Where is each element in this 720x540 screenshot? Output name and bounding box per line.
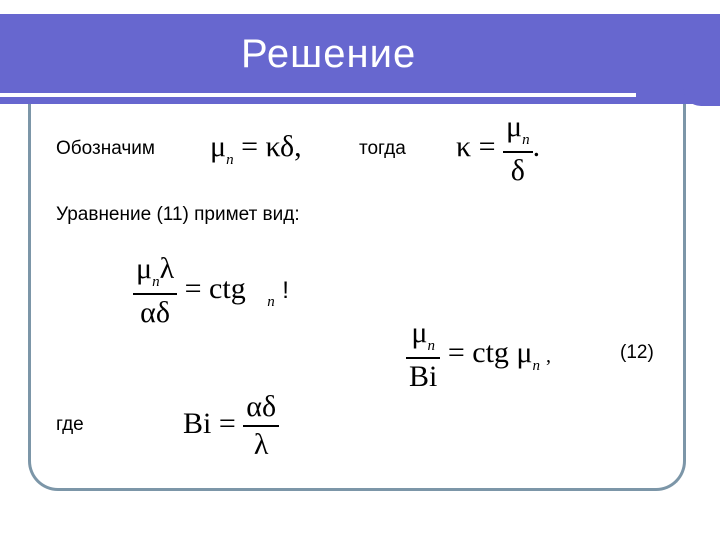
numerator bbox=[133, 254, 177, 295]
title-underline bbox=[0, 93, 636, 97]
then-label: тогда bbox=[359, 138, 406, 159]
subscript-n: n bbox=[522, 132, 530, 148]
where-label: где bbox=[56, 414, 84, 435]
formula-mu-n-kappa-delta bbox=[210, 132, 302, 168]
subscript-n: n bbox=[427, 338, 435, 354]
denominator: αδ bbox=[140, 296, 170, 329]
title-bar-corner bbox=[683, 14, 720, 106]
equals-ctg: = ctg bbox=[184, 271, 246, 305]
kappa-equals: κ = bbox=[456, 129, 496, 163]
equals-ctg-mu: = ctg μ bbox=[447, 335, 533, 369]
slide-title: Решение bbox=[241, 32, 417, 76]
kappa-delta-term: = κδ, bbox=[241, 130, 302, 163]
formula-kappa bbox=[456, 112, 540, 186]
subscript-n: n bbox=[152, 274, 160, 290]
denominator: λ bbox=[253, 428, 269, 461]
period: . bbox=[532, 129, 541, 163]
formula-ctg bbox=[133, 254, 289, 328]
lambda-symbol: λ bbox=[159, 252, 175, 285]
denominator: δ bbox=[510, 154, 525, 187]
fraction-alpha-delta-over-lambda bbox=[243, 392, 279, 460]
bi-equals: Bi = bbox=[183, 406, 236, 440]
denominator: Bi bbox=[409, 360, 438, 393]
denote-label: Обозначим bbox=[56, 138, 155, 159]
numerator bbox=[406, 318, 440, 359]
mu-symbol: μ bbox=[210, 130, 227, 163]
cursor-mark: ! bbox=[282, 276, 289, 304]
numerator bbox=[503, 112, 533, 153]
numerator: αδ bbox=[243, 392, 279, 427]
equation-number: (12) bbox=[620, 342, 654, 363]
mu-symbol: μ bbox=[411, 316, 428, 349]
subscript-n: n bbox=[267, 293, 275, 310]
formula-bi-ctg bbox=[406, 318, 551, 392]
subscript-n: n bbox=[532, 357, 541, 374]
mu-symbol: μ bbox=[136, 252, 153, 285]
comma: , bbox=[546, 344, 552, 367]
equation-intro: Уравнение (11) примет вид: bbox=[56, 204, 300, 225]
subscript-n: n bbox=[226, 152, 234, 168]
fraction-mu-lambda-over-alpha-delta bbox=[133, 254, 177, 328]
fraction-mu-over-delta bbox=[503, 112, 533, 186]
formula-bi bbox=[183, 392, 279, 460]
mu-symbol: μ bbox=[506, 110, 523, 143]
fraction-mu-over-bi bbox=[406, 318, 440, 392]
